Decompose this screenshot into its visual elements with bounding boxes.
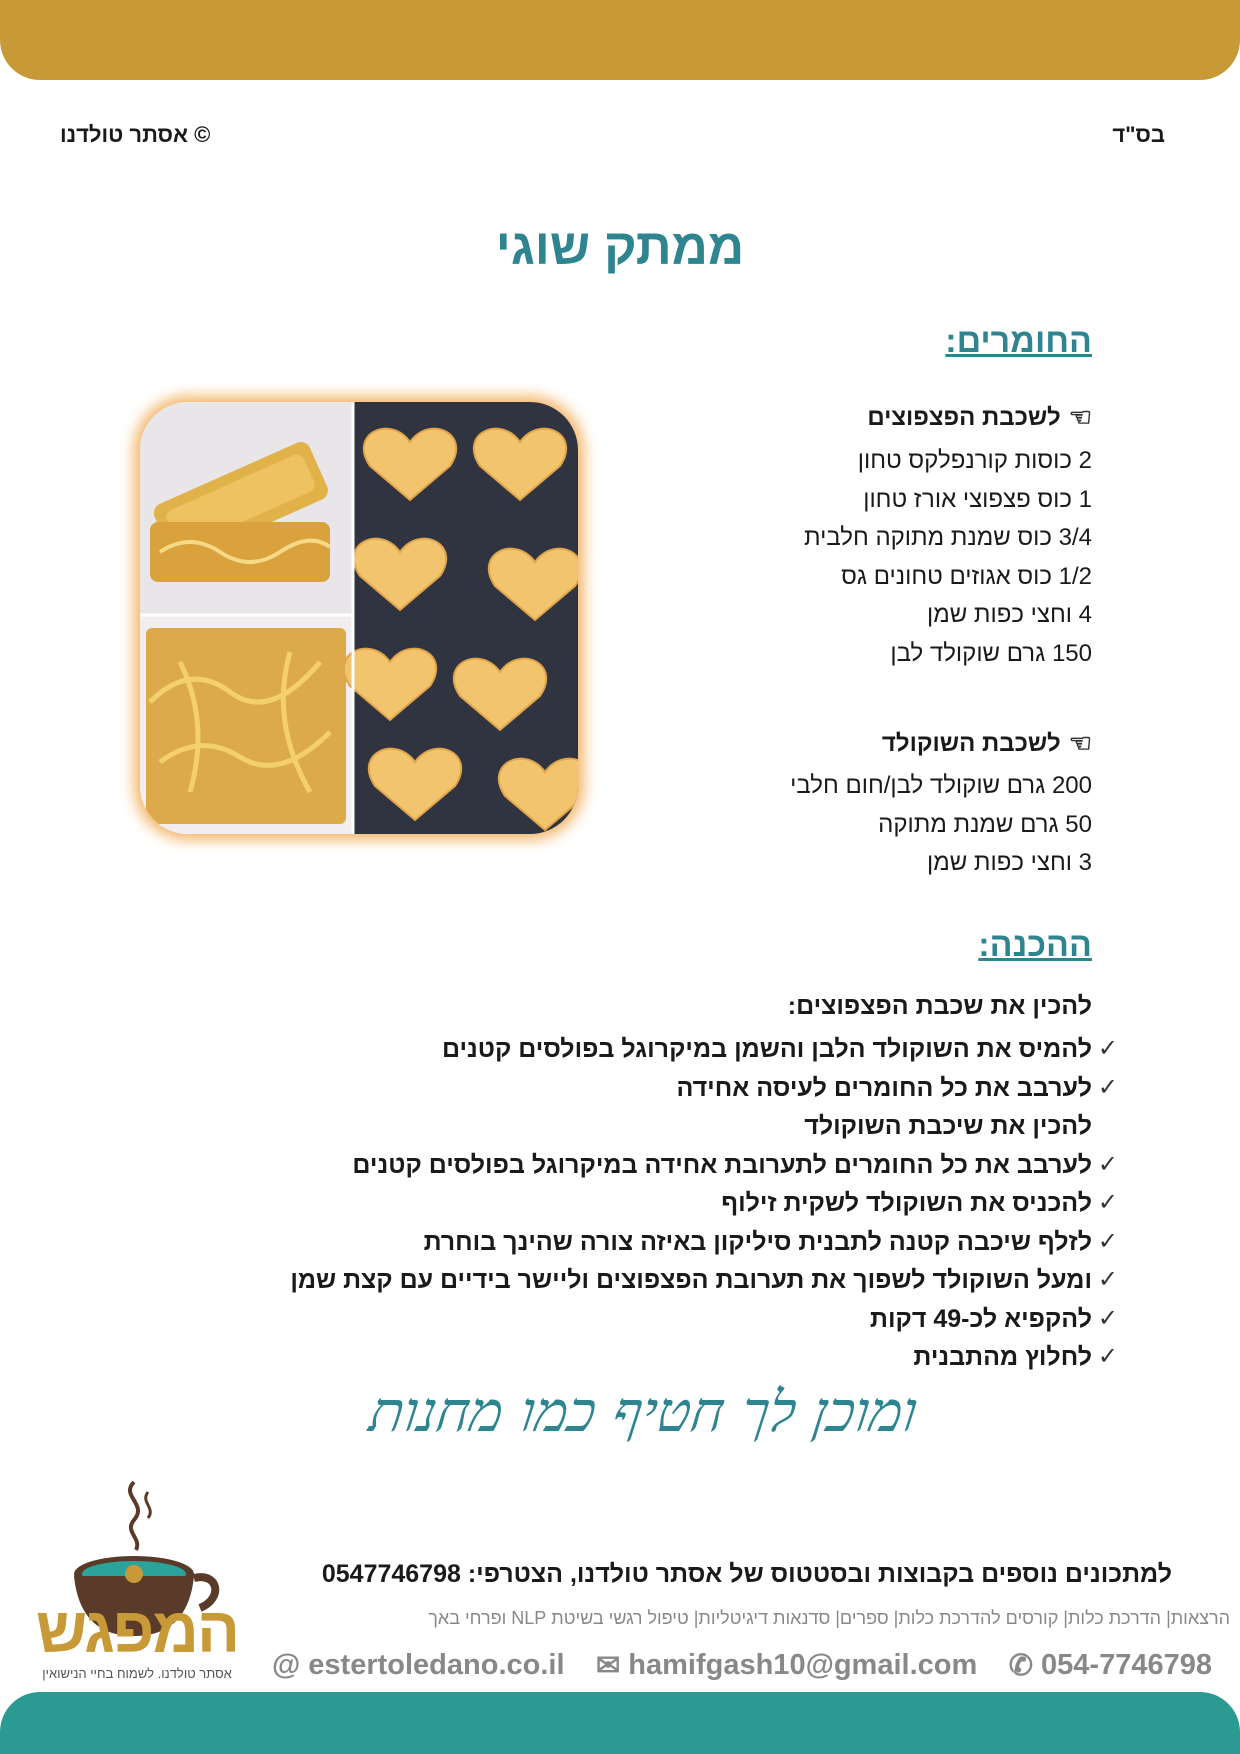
email-link[interactable]: hamifgash10@gmail.com: [628, 1649, 978, 1681]
footer-contacts: [272, 1648, 1212, 1683]
bottom-decorative-band: [0, 1692, 1240, 1754]
list-item: 150 גרם שוקולד לבן: [890, 639, 1092, 667]
header-copyright: © אסתר טולדנו: [60, 122, 211, 147]
list-item: 50 גרם שמנת מתוקה: [878, 810, 1092, 838]
check-icon: ✓: [1097, 1073, 1118, 1101]
chocolate-ingredient-list: [790, 767, 1092, 883]
pointing-hand-icon: ☜: [1068, 728, 1092, 758]
step-text: להכניס את השוקולד לשקית זילוף: [721, 1189, 1092, 1217]
preparation-heading: ההכנה:: [978, 926, 1092, 964]
step-text: להקפיא לכ-49 דקות: [870, 1304, 1092, 1333]
check-icon: ✓: [1097, 1035, 1118, 1062]
check-icon: ✓: [1097, 1150, 1118, 1178]
footer-services-line: הרצאות| הדרכת כלות| קורסים להדרכת כלות| ספרים| סדנאות דיגיטליות| טיפול רגשי בשיטת NLP ופרחי באך: [428, 1608, 1230, 1628]
recipe-photo-collage: [140, 402, 578, 834]
website-contact[interactable]: [272, 1649, 565, 1682]
step-item: [290, 1107, 1118, 1146]
list-item: 4 וחצי כפות שמן: [927, 601, 1092, 628]
header-bsd: בס"ד: [1112, 122, 1165, 147]
step-item: [290, 1300, 1118, 1339]
website-link[interactable]: estertoledano.co.il: [308, 1649, 565, 1681]
preparation-steps: [290, 1030, 1118, 1377]
step-text: לערבב את כל החומרים לעיסה אחידה: [676, 1073, 1092, 1102]
top-decorative-band: [0, 0, 1240, 80]
step-text: להמיס את השוקולד הלבן והשמן במיקרוגל בפולסים קטנים: [441, 1035, 1092, 1063]
puffs-subheading-label: לשכבת הפצפוצים: [867, 403, 1061, 431]
logo-wordmark: המפגש: [35, 1594, 239, 1666]
step-item: [290, 1223, 1118, 1262]
check-icon: ✓: [1097, 1343, 1118, 1370]
step-item: [290, 1146, 1118, 1185]
handwritten-slogan: ומוכן לך חטיף כמו מחנות: [365, 1380, 922, 1445]
step-item: [290, 1338, 1118, 1377]
check-icon: ✓: [1097, 1266, 1118, 1293]
step-item: [290, 1069, 1118, 1108]
ingredients-heading: החומרים:: [945, 322, 1092, 360]
list-item: 1/2 כוס אגוזים טחונים גס: [841, 562, 1092, 590]
step-text: ומעל השוקולד לשפוך את תערובת הפצפוצים וליישר בידיים עם קצת שמן: [290, 1266, 1092, 1294]
preparation-intro: להכין את שכבת הפצפוצים:: [787, 992, 1092, 1020]
phone-contact[interactable]: [1009, 1648, 1212, 1683]
list-item: 3 וחצי כפות שמן: [927, 849, 1092, 876]
footer-join-line: למתכונים נוספים בקבוצות ובסטטוס של אסתר טולדנו, הצטרפי: 0547746798: [321, 1560, 1172, 1588]
email-contact[interactable]: [596, 1648, 977, 1683]
step-text: לזלף שיכבה קטנה לתבנית סיליקון באיזה צורה שהינך בוחרת: [423, 1227, 1092, 1256]
check-icon: ✓: [1097, 1304, 1118, 1332]
list-item: 200 גרם שוקולד לבן/חום חלבי: [790, 772, 1092, 799]
recipe-title: ממתק שוגי: [495, 219, 745, 275]
logo-tagline: אסתר טולדנו. לשמוח בחיי הנישואין: [42, 1666, 232, 1681]
check-icon: ✓: [1097, 1189, 1118, 1216]
list-item: 2 כוסות קורנפלקס טחון: [857, 447, 1092, 474]
step-item: [290, 1030, 1118, 1069]
puffs-ingredient-list: [804, 442, 1092, 673]
step-text: לחלוץ מהתבנית: [913, 1343, 1092, 1371]
phone-icon: ✆: [1008, 1650, 1034, 1682]
puffs-subheading: [867, 402, 1092, 433]
step-text: להכין את שיכבת השוקולד: [804, 1112, 1092, 1140]
pointing-hand-icon: ☜: [1068, 402, 1092, 432]
phone-link[interactable]: 054-7746798: [1041, 1649, 1212, 1681]
at-icon: @: [272, 1649, 301, 1681]
list-item: 1 כוס פצפוצי אורז טחון: [863, 485, 1092, 513]
step-item: [290, 1261, 1118, 1300]
list-item: 3/4 כוס שמנת מתוקה חלבית: [804, 524, 1092, 551]
check-icon: ✓: [1097, 1227, 1118, 1255]
chocolate-subheading: [882, 728, 1092, 759]
step-item: [290, 1184, 1118, 1223]
step-text: לערבב את כל החומרים לתערובת אחידה במיקרוגל בפולסים קטנים: [352, 1150, 1092, 1179]
chocolate-subheading-label: לשכבת השוקולד: [881, 729, 1061, 757]
envelope-icon: ✉: [595, 1650, 621, 1682]
